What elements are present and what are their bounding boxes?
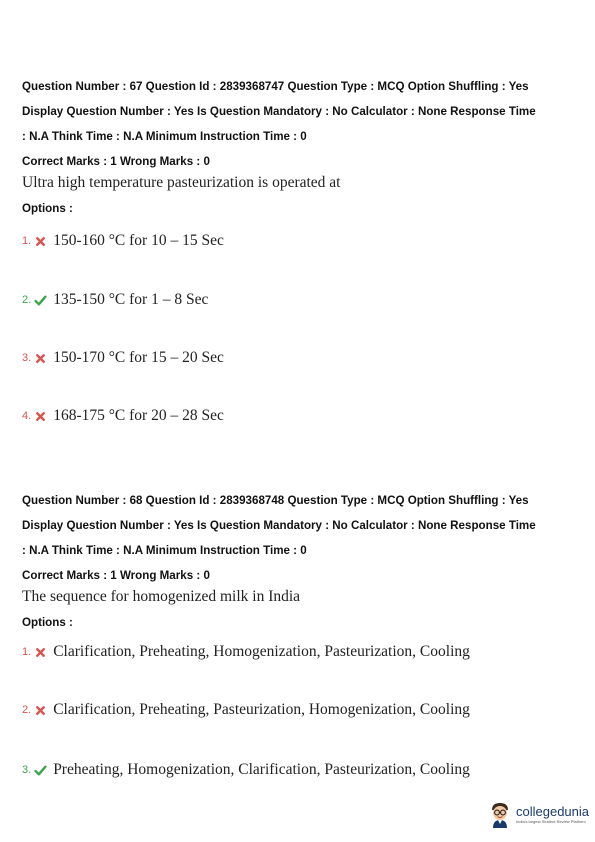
- cross-icon: [34, 646, 47, 659]
- option-text: 150-170 °C for 15 – 20 Sec: [53, 349, 224, 366]
- cross-icon: [34, 352, 47, 365]
- check-icon: [34, 294, 47, 307]
- q68-option-3[interactable]: [22, 760, 470, 780]
- cross-icon: [34, 410, 47, 423]
- option-text: 150-160 °C for 10 – 15 Sec: [53, 232, 224, 249]
- q68-options-label: Options :: [22, 616, 73, 629]
- option-number: 2.: [22, 294, 32, 306]
- option-text: Clarification, Preheating, Pasteurization, Homogenization, Cooling: [53, 701, 470, 718]
- option-text: 135-150 °C for 1 – 8 Sec: [53, 291, 209, 308]
- logo-tagline: India's largest Student Review Platform: [516, 819, 586, 824]
- logo-name: collegedunia: [516, 804, 590, 819]
- q67-question-text: Ultra high temperature pasteurization is operated at: [22, 174, 341, 191]
- option-number: 1.: [22, 235, 32, 247]
- q67-option-4[interactable]: [22, 406, 224, 426]
- option-number: 2.: [22, 704, 32, 716]
- q67-option-1[interactable]: [22, 231, 224, 251]
- check-icon: [34, 764, 47, 777]
- q68-meta-line2: Display Question Number : Yes Is Question Mandatory : No Calculator : None Response Time: [22, 519, 536, 532]
- q67-options-label: Options :: [22, 202, 73, 215]
- q67-meta-line2: Display Question Number : Yes Is Question Mandatory : No Calculator : None Response Time: [22, 105, 536, 118]
- mascot-icon: [488, 801, 512, 829]
- option-number: 1.: [22, 646, 32, 658]
- q68-meta-line3: : N.A Think Time : N.A Minimum Instruction Time : 0: [22, 544, 307, 557]
- option-text: Clarification, Preheating, Homogenization, Pasteurization, Cooling: [53, 643, 470, 660]
- q68-marks: Correct Marks : 1 Wrong Marks : 0: [22, 569, 210, 582]
- q68-option-2[interactable]: [22, 700, 470, 720]
- q68-meta-line1: Question Number : 68 Question Id : 2839368748 Question Type : MCQ Option Shuffling : Yes: [22, 494, 529, 507]
- option-text: 168-175 °C for 20 – 28 Sec: [53, 407, 224, 424]
- q67-option-3[interactable]: [22, 348, 224, 368]
- q68-question-text: The sequence for homogenized milk in India: [22, 588, 301, 605]
- option-text: Preheating, Homogenization, Clarification, Pasteurization, Cooling: [53, 761, 470, 778]
- q67-marks: Correct Marks : 1 Wrong Marks : 0: [22, 155, 210, 168]
- q68-metadata: [22, 488, 582, 588]
- option-number: 3.: [22, 352, 32, 364]
- q67-meta-line1: Question Number : 67 Question Id : 2839368747 Question Type : MCQ Option Shuffling : Yes: [22, 80, 529, 93]
- q67-meta-line3: : N.A Think Time : N.A Minimum Instruction Time : 0: [22, 130, 307, 143]
- option-number: 4.: [22, 410, 32, 422]
- cross-icon: [34, 704, 47, 717]
- option-number: 3.: [22, 764, 32, 776]
- q68-option-1[interactable]: [22, 642, 470, 662]
- q67-metadata: [22, 74, 582, 174]
- q67-option-2[interactable]: [22, 290, 208, 310]
- cross-icon: [34, 235, 47, 248]
- collegedunia-logo: [488, 801, 589, 829]
